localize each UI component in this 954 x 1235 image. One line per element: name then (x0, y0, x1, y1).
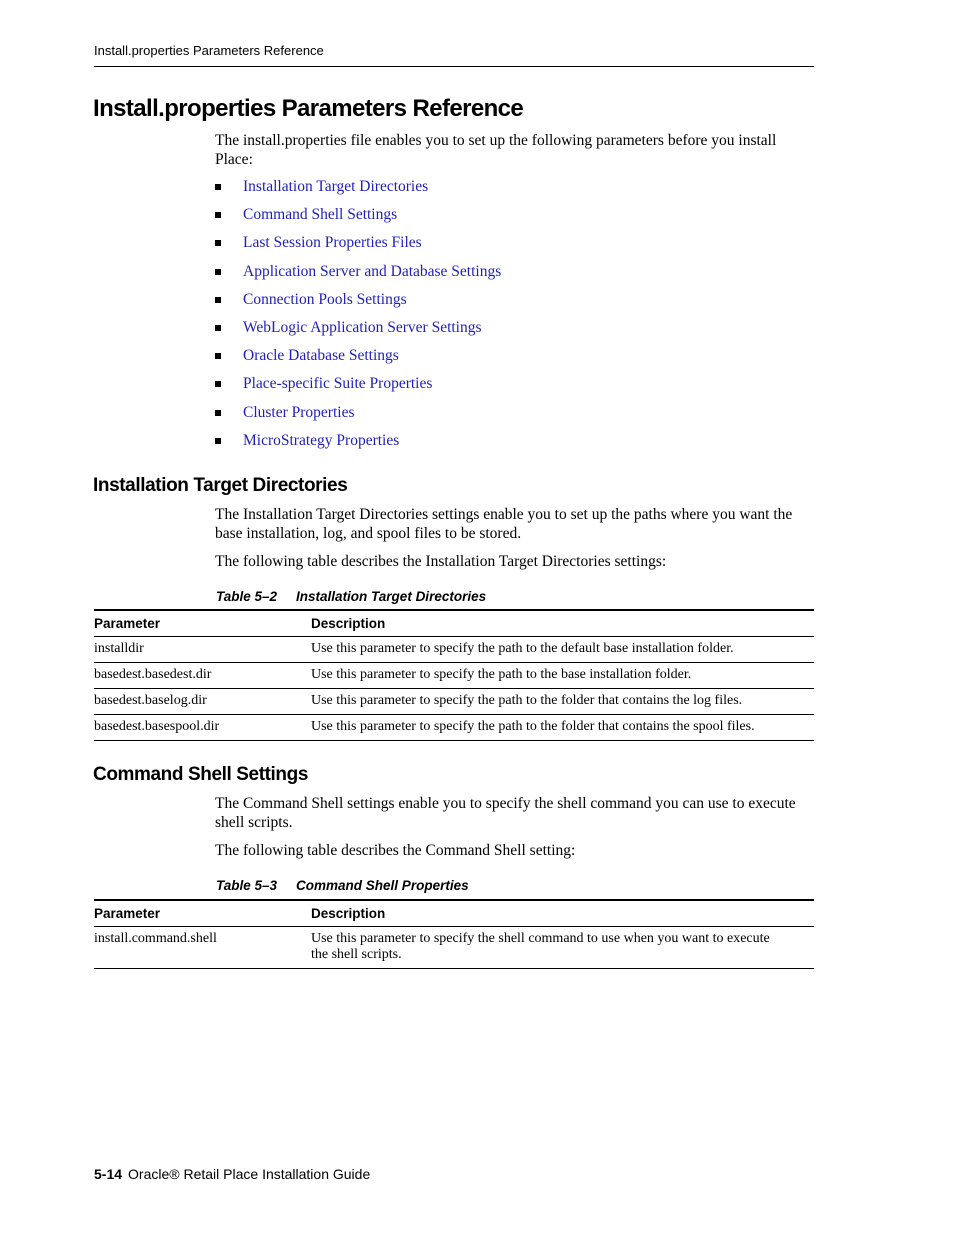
param-cell: basedest.basespool.dir (94, 715, 311, 741)
table-row (94, 663, 814, 689)
table-caption-number: Table 5–3 (216, 878, 278, 893)
table-caption-title: Command Shell Properties (296, 878, 469, 893)
column-header-description: Description (311, 900, 814, 927)
table-caption-number: Table 5–2 (216, 589, 278, 604)
running-header: Install.properties Parameters Reference (94, 42, 814, 67)
toc-link-weblogic-settings[interactable]: WebLogic Application Server Settings (243, 318, 482, 336)
section-text: The Command Shell settings enable you to specify the shell command you can use to execute shell scripts. (215, 795, 796, 831)
bullet-square-icon (215, 438, 221, 444)
bullet-square-icon (215, 269, 221, 275)
bullet-square-icon (215, 325, 221, 331)
list-item (215, 318, 501, 346)
section-text: The Installation Target Directories settings enable you to set up the paths where you want the base installation, log, and spool files to be stored. (215, 506, 793, 542)
desc-cell: Use this parameter to specify the path to the base installation folder. (311, 663, 814, 689)
toc-link-installation-target-directories[interactable]: Installation Target Directories (243, 178, 429, 195)
desc-cell: Use this parameter to specify the path to the folder that contains the log files. (311, 689, 814, 715)
table-row (94, 637, 814, 663)
list-item (215, 205, 501, 233)
toc-link-place-suite-properties[interactable]: Place-specific Suite Properties (243, 375, 433, 393)
table-caption (216, 589, 486, 604)
toc-link-command-shell-settings[interactable]: Command Shell Settings (243, 206, 398, 224)
toc-link-oracle-database-settings[interactable]: Oracle Database Settings (243, 347, 399, 365)
table-caption (216, 878, 469, 893)
table-row (94, 689, 814, 715)
list-item (215, 346, 501, 374)
book-title: Oracle® Retail Place Installation Guide (128, 1166, 371, 1182)
list-item (215, 290, 501, 318)
column-header-parameter: Parameter (94, 900, 311, 927)
column-header-description: Description (311, 610, 814, 637)
toc-link-application-server-database-settings[interactable]: Application Server and Database Settings (243, 262, 502, 280)
section-heading-command-shell-settings: Command Shell Settings (93, 764, 309, 785)
bullet-square-icon (215, 353, 221, 359)
section-text: The following table describes the Command Shell setting: (215, 842, 576, 859)
param-cell: basedest.baselog.dir (94, 689, 311, 715)
page-number: 5-14 (94, 1166, 123, 1182)
table-header-row (94, 900, 814, 927)
desc-cell: Use this parameter to specify the shell command to use when you want to execute the shell scripts. (311, 927, 814, 969)
table-caption-title: Installation Target Directories (296, 589, 487, 604)
table-row (94, 927, 814, 969)
param-cell: install.command.shell (94, 927, 311, 969)
bullet-square-icon (215, 410, 221, 416)
bullet-square-icon (215, 184, 221, 190)
column-header-parameter: Parameter (94, 610, 311, 637)
command-shell-properties-table (94, 899, 814, 969)
toc-link-cluster-properties[interactable]: Cluster Properties (243, 403, 355, 421)
section-text: The following table describes the Installation Target Directories settings: (215, 553, 667, 570)
bullet-square-icon (215, 381, 221, 387)
param-cell: installdir (94, 637, 311, 663)
bullet-square-icon (215, 240, 221, 246)
bullet-square-icon (215, 297, 221, 303)
list-item (215, 177, 501, 205)
page-footer (94, 1166, 370, 1182)
desc-cell: Use this parameter to specify the path to the folder that contains the spool files. (311, 715, 814, 741)
list-item (215, 262, 501, 290)
toc-link-connection-pools-settings[interactable]: Connection Pools Settings (243, 290, 407, 308)
section-heading-installation-target-directories: Installation Target Directories (93, 475, 348, 496)
intro-text: The install.properties file enables you to set up the following parameters before you install Place: (215, 132, 777, 168)
param-cell: basedest.basedest.dir (94, 663, 311, 689)
bullet-square-icon (215, 212, 221, 218)
list-item (215, 403, 501, 431)
list-item (215, 374, 501, 402)
page-title: Install.properties Parameters Reference (93, 95, 524, 122)
installation-target-directories-table (94, 609, 814, 741)
desc-cell: Use this parameter to specify the path to the default base installation folder. (311, 637, 814, 663)
table-header-row (94, 610, 814, 637)
toc-link-last-session-properties-files[interactable]: Last Session Properties Files (243, 234, 422, 252)
toc-link-microstrategy-properties[interactable]: MicroStrategy Properties (243, 431, 400, 449)
list-item (215, 431, 501, 459)
table-row (94, 715, 814, 741)
toc-link-list (215, 177, 501, 459)
list-item (215, 233, 501, 261)
